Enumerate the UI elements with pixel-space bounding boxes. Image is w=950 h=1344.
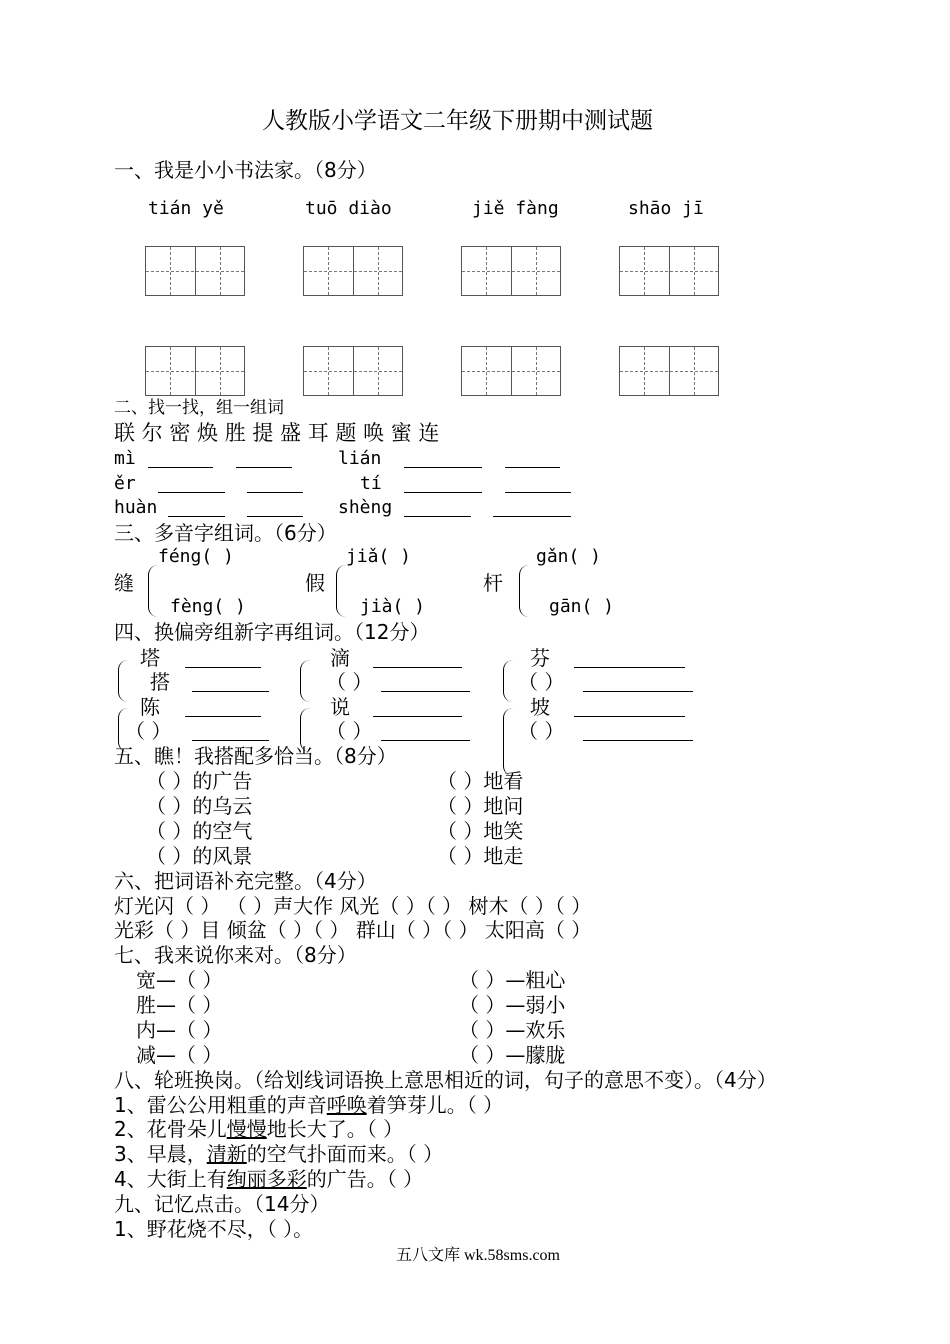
answer-blank[interactable] [583, 740, 693, 741]
polyphone-char: 杆 [483, 571, 503, 595]
page-title: 人教版小学语文二年级下册期中测试题 [262, 108, 653, 134]
polyphone-reading: fèng( ) [170, 596, 246, 617]
radical-char: （ ） [125, 719, 172, 743]
antonym-item[interactable]: 宽—（ ） [136, 968, 223, 992]
answer-blank[interactable] [247, 492, 303, 493]
answer-blank[interactable] [381, 740, 470, 741]
match-item[interactable]: （ ）地笑 [437, 819, 524, 843]
polyphone-reading: féng( ) [158, 546, 234, 567]
radical-char: 说 [330, 695, 350, 719]
answer-blank[interactable] [505, 467, 560, 468]
answer-blank[interactable] [404, 492, 482, 493]
polyphone-reading: jià( ) [360, 596, 426, 617]
match-item[interactable]: （ ）地看 [437, 769, 524, 793]
writing-grid[interactable] [619, 346, 719, 396]
answer-blank[interactable] [185, 667, 261, 668]
pinyin-4: shāo jī [628, 198, 704, 219]
writing-grid[interactable] [145, 346, 245, 396]
section-1-heading: 一、我是小小书法家。（8分） [114, 158, 377, 182]
answer-blank[interactable] [192, 691, 269, 692]
pinyin-lian: lián [338, 448, 382, 469]
writing-grid[interactable] [619, 246, 719, 296]
writing-grid[interactable] [461, 246, 561, 296]
antonym-item[interactable]: 胜—（ ） [136, 993, 223, 1017]
answer-blank[interactable] [247, 516, 303, 517]
sentence-item[interactable]: 1、雷公公用粗重的声音呼唤着笋芽儿。（ ） [114, 1093, 504, 1117]
polyphone-reading: jiǎ( ) [346, 546, 412, 567]
polyphone-reading: gān( ) [549, 596, 615, 617]
answer-blank[interactable] [185, 716, 261, 717]
match-item[interactable]: （ ）的广告 [146, 769, 253, 793]
answer-blank[interactable] [373, 667, 462, 668]
answer-blank[interactable] [583, 691, 693, 692]
radical-char: （ ） [326, 719, 373, 743]
answer-blank[interactable] [158, 492, 225, 493]
answer-blank[interactable] [574, 667, 685, 668]
sentence-item[interactable]: 4、大街上有绚丽多彩的广告。（ ） [114, 1167, 424, 1191]
section-4-heading: 四、换偏旁组新字再组词。（12分） [114, 620, 430, 644]
polyphone-reading: gǎn( ) [536, 546, 602, 567]
pinyin-er: ěr [114, 473, 136, 494]
antonym-item[interactable]: （ ）—粗心 [459, 968, 566, 992]
brace [300, 660, 311, 702]
sentence-item[interactable]: 3、早晨，清新的空气扑面而来。（ ） [114, 1142, 444, 1166]
polyphone-char: 缝 [114, 571, 134, 595]
idiom-line[interactable]: 光彩（ ）目 倾盆（ ）（ ） 群山（ ）（ ） 太阳高（ ） [114, 918, 592, 942]
brace [118, 660, 129, 702]
section-9-heading: 九、记忆点击。（14分） [114, 1192, 330, 1216]
writing-grid[interactable] [461, 346, 561, 396]
radical-char: 滴 [330, 646, 350, 670]
antonym-item[interactable]: （ ）—朦胧 [459, 1043, 566, 1067]
answer-blank[interactable] [148, 467, 213, 468]
radical-char: 陈 [140, 695, 160, 719]
writing-grid[interactable] [303, 246, 403, 296]
pinyin-huan: huàn [114, 497, 158, 518]
answer-blank[interactable] [381, 691, 470, 692]
pinyin-3: jiě fàng [472, 198, 559, 219]
pinyin-ti: tí [360, 473, 382, 494]
answer-blank[interactable] [404, 467, 482, 468]
pinyin-2: tuō diào [305, 198, 392, 219]
section-2-heading: 二、找一找，组一组词 [114, 398, 284, 418]
antonym-item[interactable]: （ ）—欢乐 [459, 1018, 566, 1042]
writing-grid[interactable] [145, 246, 245, 296]
radical-char: 坡 [530, 695, 550, 719]
brace [148, 565, 159, 617]
answer-blank[interactable] [373, 716, 462, 717]
brace [336, 565, 347, 617]
pinyin-mi: mì [114, 448, 136, 469]
match-item[interactable]: （ ）地走 [437, 844, 524, 868]
match-item[interactable]: （ ）的乌云 [146, 794, 253, 818]
match-item[interactable]: （ ）地问 [437, 794, 524, 818]
answer-blank[interactable] [168, 516, 225, 517]
radical-char: （ ） [326, 670, 373, 694]
radical-char: （ ） [518, 719, 565, 743]
radical-char: （ ） [518, 670, 565, 694]
antonym-item[interactable]: 内—（ ） [136, 1018, 223, 1042]
radical-char: 芬 [530, 646, 550, 670]
footer-watermark: 五八文库 wk.58sms.com [396, 1247, 561, 1264]
pinyin-sheng: shèng [338, 497, 393, 518]
section-8-heading: 八、轮班换岗。（给划线词语换上意思相近的词，句子的意思不变）。（4分） [114, 1068, 777, 1092]
section-7-heading: 七、我来说你来对。（8分） [114, 943, 357, 967]
section-3-heading: 三、多音字组词。（6分） [114, 521, 337, 545]
antonym-item[interactable]: （ ）—弱小 [459, 993, 566, 1017]
polyphone-char: 假 [305, 571, 325, 595]
poem-line[interactable]: 1、野花烧不尽，（ ）。 [114, 1217, 314, 1241]
writing-grid[interactable] [303, 346, 403, 396]
brace [503, 660, 514, 702]
character-list: 联 尔 密 焕 胜 提 盛 耳 题 唤 蜜 连 [114, 421, 440, 445]
radical-char: 塔 [140, 646, 160, 670]
brace [519, 565, 530, 617]
answer-blank[interactable] [505, 492, 571, 493]
match-item[interactable]: （ ）的风景 [146, 844, 253, 868]
sentence-item[interactable]: 2、花骨朵儿慢慢地长大了。（ ） [114, 1117, 404, 1141]
answer-blank[interactable] [404, 516, 471, 517]
radical-char: 搭 [150, 670, 170, 694]
match-item[interactable]: （ ）的空气 [146, 819, 253, 843]
section-6-heading: 六、把词语补充完整。（4分） [114, 869, 377, 893]
idiom-line[interactable]: 灯光闪（ ） （ ）声大作 风光（ ）（ ） 树木（ ）（ ） [114, 894, 592, 918]
answer-blank[interactable] [192, 740, 269, 741]
antonym-item[interactable]: 减—（ ） [136, 1043, 223, 1067]
pinyin-1: tián yě [148, 198, 224, 219]
section-5-heading: 五、瞧！我搭配多恰当。（8分） [114, 744, 397, 768]
answer-blank[interactable] [574, 716, 685, 717]
answer-blank[interactable] [493, 516, 571, 517]
brace [503, 708, 514, 776]
answer-blank[interactable] [236, 467, 292, 468]
